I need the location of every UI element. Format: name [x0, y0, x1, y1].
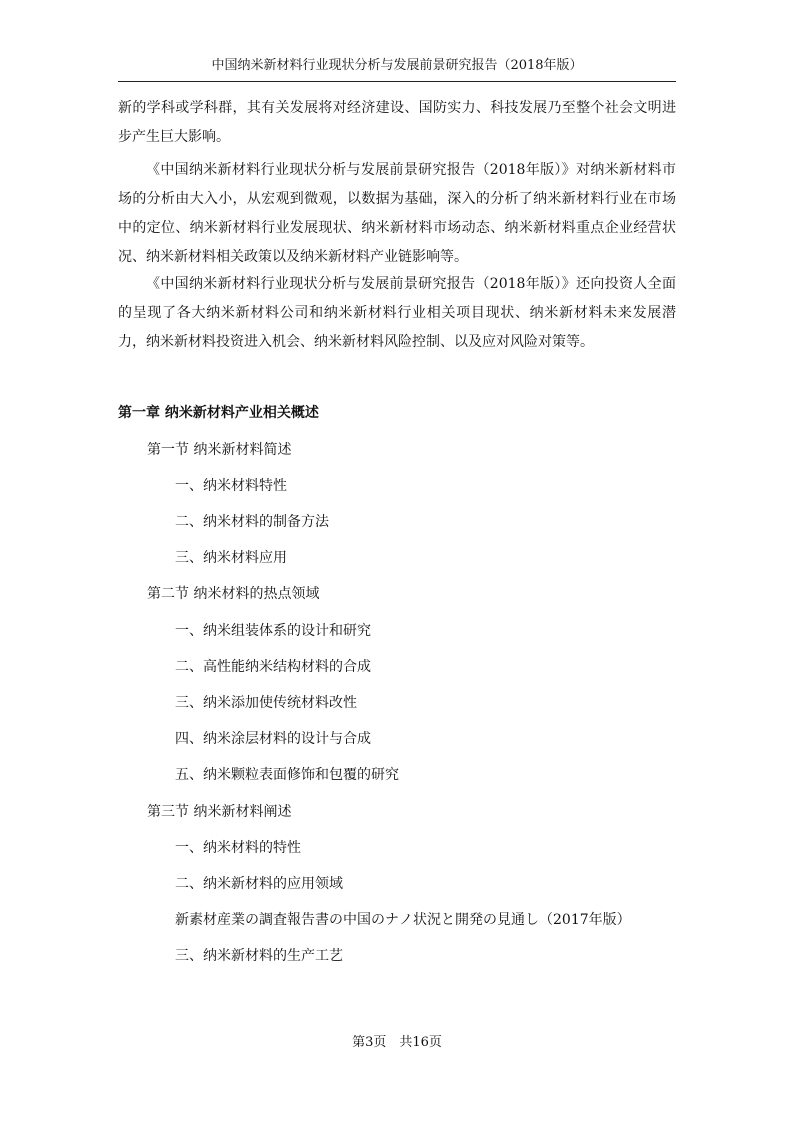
toc-item: 一、纳米组装体系的设计和研究	[175, 623, 371, 639]
header-divider	[118, 81, 676, 82]
toc-item: 三、纳米添加使传统材料改性	[175, 695, 357, 711]
paragraph-3: 《中国纳米新材料行业现状分析与发展前景研究报告（2018年版）》还向投资人全面的呈现了各大纳米新材料公司和纳米新材料行业相关项目现状、纳米新材料未来发展潜力，纳米新材料投资进入机会、纳米新材料风险控制、以及应对风险对策等。	[118, 276, 676, 350]
page-number: 第3页 共16页	[352, 1035, 442, 1050]
toc-item: 三、纳米材料应用	[175, 550, 287, 566]
toc-section-2: 第二节 纳米材料的热点领域	[147, 586, 320, 602]
toc-item: 二、纳米新材料的应用领域	[175, 876, 343, 892]
toc-item: 一、纳米材料的特性	[175, 840, 301, 856]
page-header: 中国纳米新材料行业现状分析与发展前景研究报告（2018年版）	[211, 58, 583, 73]
paragraph-1: 新的学科或学科群，其有关发展将对经济建设、国防实力、科技发展乃至整个社会文明进步产生巨大影响。	[118, 100, 676, 145]
toc-item: 二、纳米材料的制备方法	[175, 514, 329, 530]
toc-item: 二、高性能纳米结构材料的合成	[175, 659, 371, 675]
toc-note: 新素材産業の調査報告書の中国のナノ状況と開発の見通し（2017年版）	[175, 912, 631, 928]
toc-section-1: 第一节 纳米新材料简述	[147, 442, 292, 458]
toc-item: 四、纳米涂层材料的设计与合成	[175, 731, 371, 747]
toc-section-3: 第三节 纳米新材料阐述	[147, 804, 292, 820]
toc-chapter-1: 第一章 纳米新材料产业相关概述	[118, 405, 319, 421]
toc-item: 五、纳米颗粒表面修饰和包覆的研究	[175, 767, 399, 783]
toc-item: 三、纳米新材料的生产工艺	[175, 948, 343, 964]
paragraph-2: 《中国纳米新材料行业现状分析与发展前景研究报告（2018年版）》对纳米新材料市场的分析由大入小，从宏观到微观，以数据为基础，深入的分析了纳米新材料行业在市场中的定位、纳米新材料行业发展现状、纳米新材料市场动态、纳米新材料重点企业经营状况、纳米新材料相关政策以及纳米新材料产业链影响等。	[118, 162, 676, 265]
toc-item: 一、纳米材料特性	[175, 478, 287, 494]
